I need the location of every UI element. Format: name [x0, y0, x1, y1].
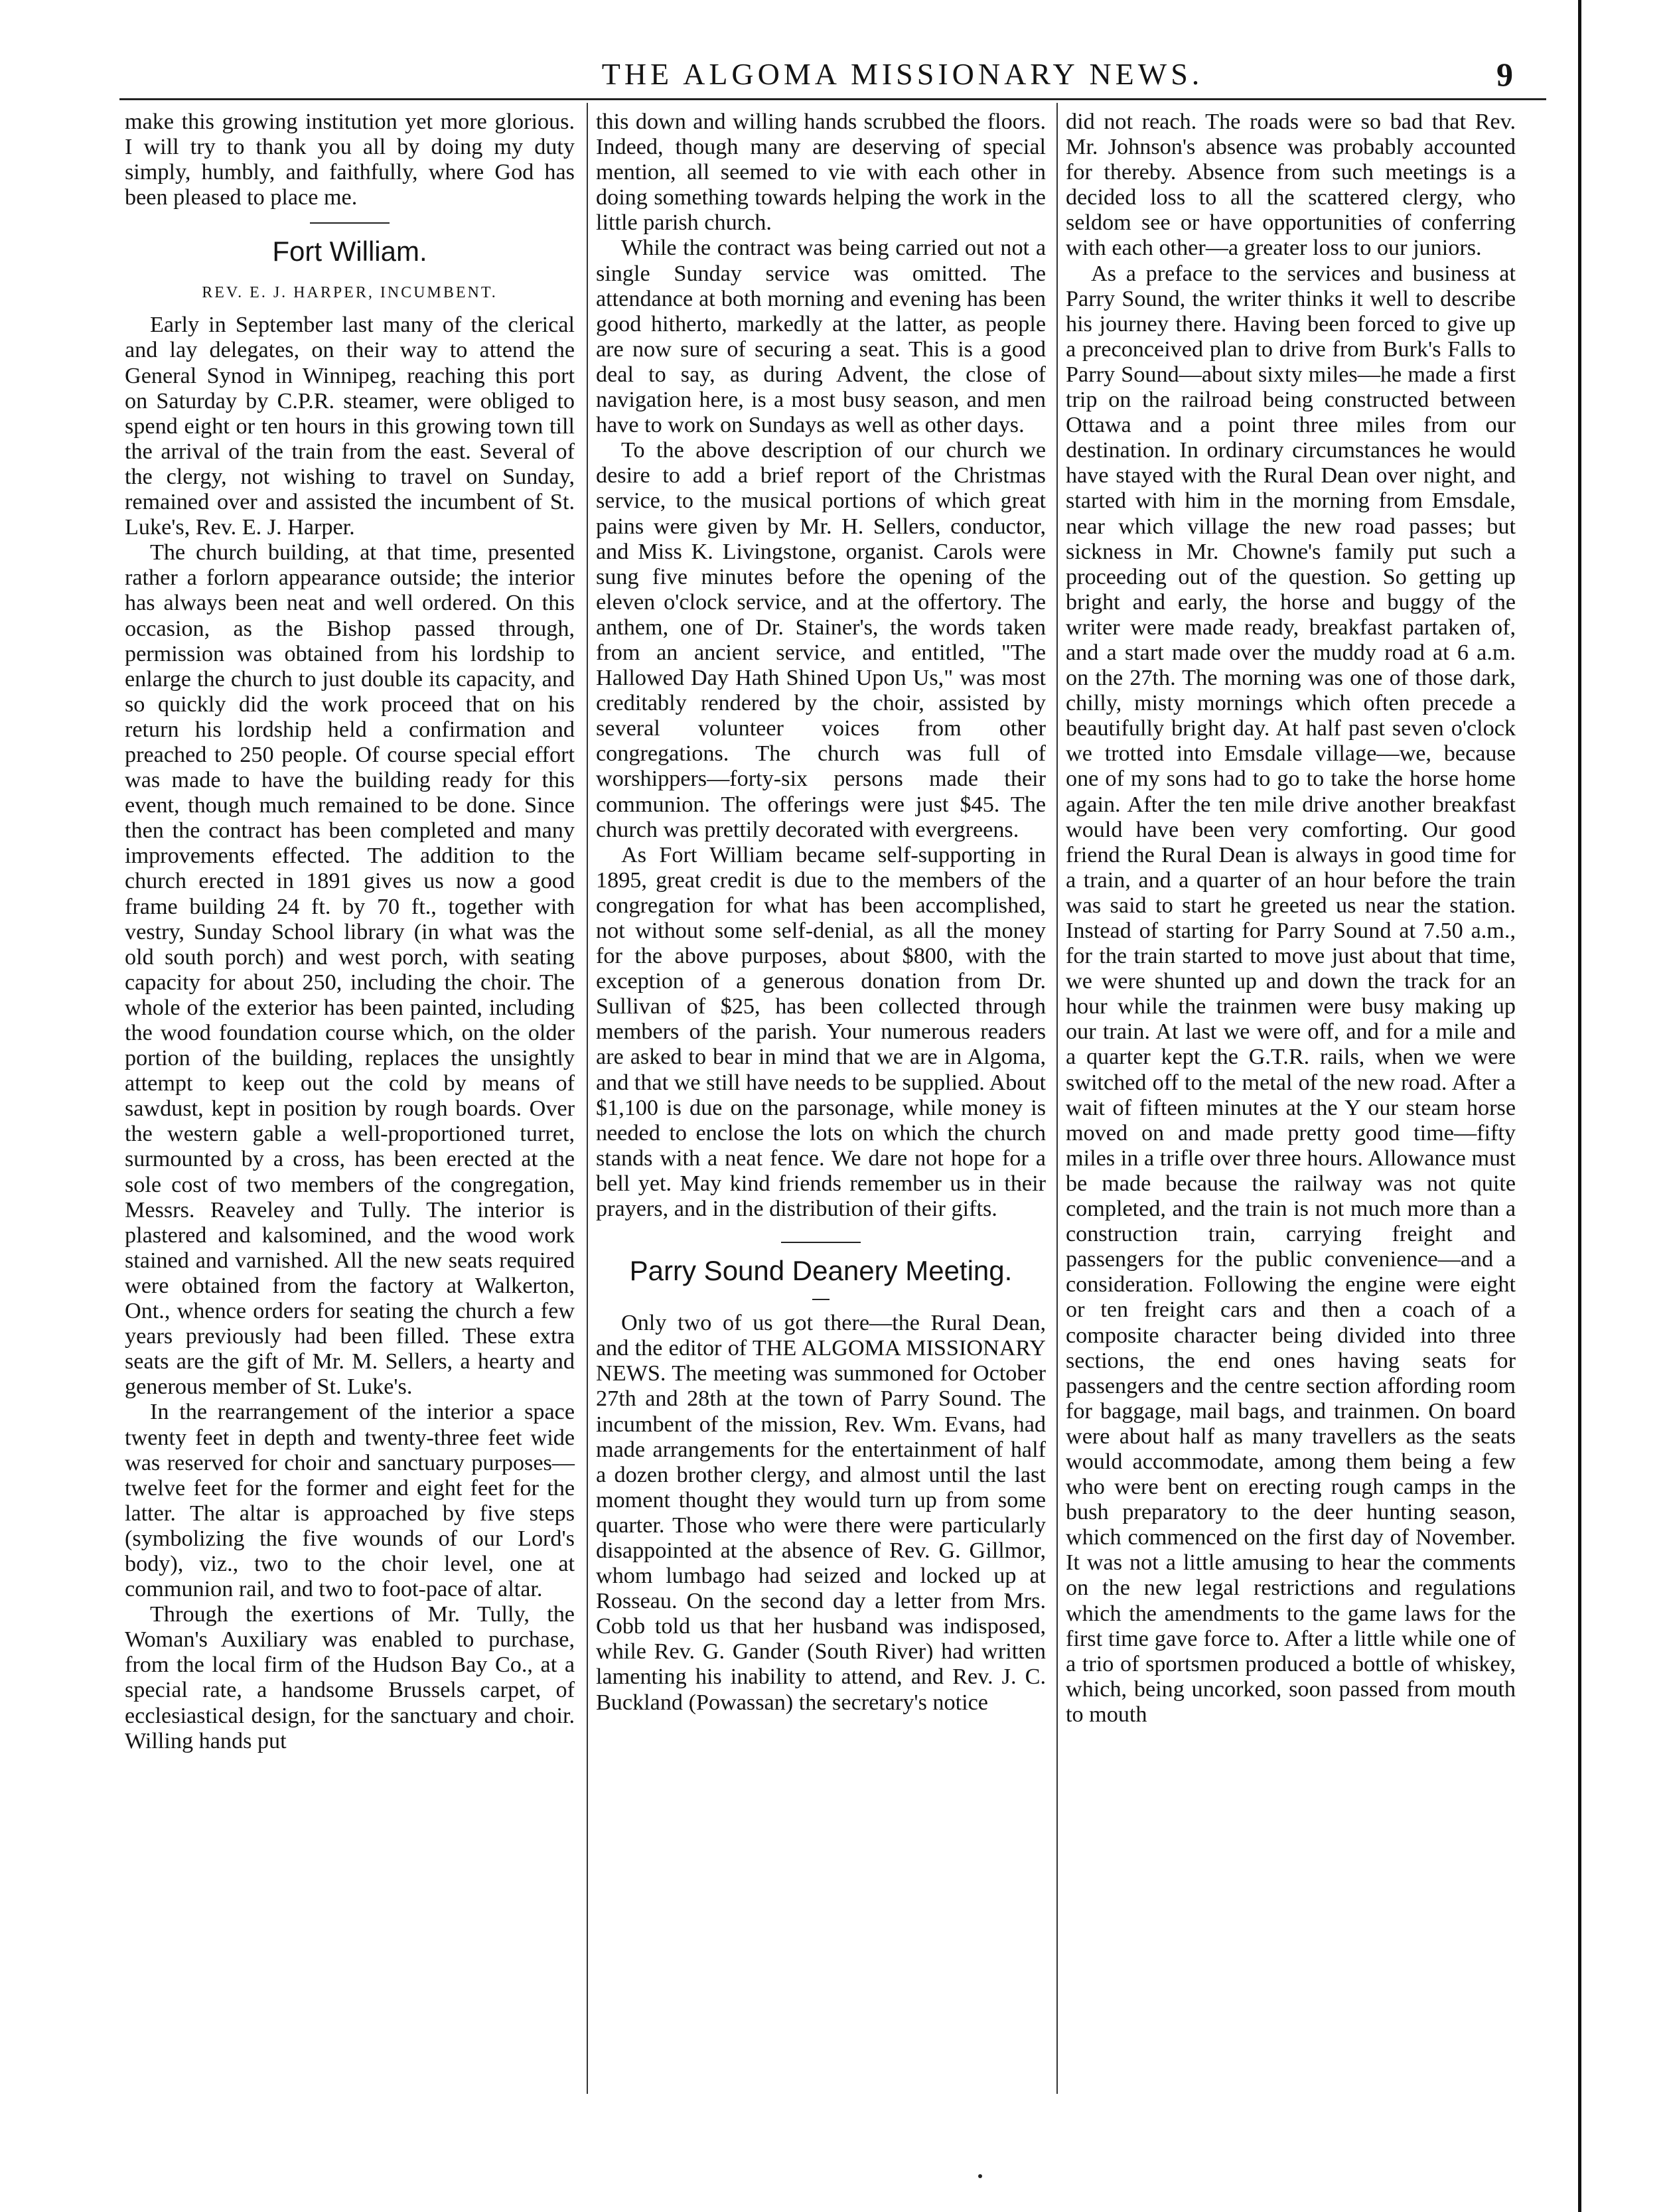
column-2: [596, 110, 1046, 1716]
paragraph: As Fort William became self-supporting in 1895, great credit is due to the members of the congregation for what has been accomplished, not without some self-denial, as all the money for the above purposes, about $800, with the exception of a generous donation from Dr. Sullivan of $25, has been collected through members of the parish. Your numerous readers are asked to bear in mind that we are in Algoma, and that we still have needs to be supplied. About $1,100 is due on the parsonage, while money is needed to enclose the lots on which the church stands with a neat fence. We dare not hope for a bell yet. May kind friends remember us in their prayers, and in the distribution of their gifts.: [596, 842, 1046, 1222]
paragraph: To the above description of our church we desire to add a brief report of the Christmas service, to the musical portions of which great pains were given by Mr. H. Sellers, conductor, and Miss K. Livingstone, organist. Carols were sung five minutes before the opening of the eleven o'clock service, and at the offertory. The anthem, one of Dr. Stainer's, the words taken from an ancient service, and entitled, "The Hallowed Day Hath Shined Upon Us," was most creditably rendered by the choir, assisted by several volunteer voices from other congregations. The church was full of worshippers—forty-six persons made their communion. The offerings were just $45. The church was prettily decorated with evergreens.: [596, 438, 1046, 842]
paragraph: did not reach. The roads were so bad that Rev. Mr. Johnson's absence was probably accounted for thereby. Absence from such meetings is a decided loss to all the scattered clergy, who seldom see or have opportunities of conferring with each other—a greater loss to our juniors.: [1066, 110, 1516, 261]
paragraph: Through the exertions of Mr. Tully, the Woman's Auxiliary was enabled to purchase, from the local firm of the Hudson Bay Co., at a special rate, a handsome Brussels carpet, of ecclesiastical design, for the sanctuary and choir. Willing hands put: [125, 1602, 575, 1753]
section-title: Parry Sound Deanery Meeting.: [629, 1255, 1013, 1287]
running-title: THE ALGOMA MISSIONARY NEWS.: [601, 57, 1204, 91]
paragraph: In the rearrangement of the interior a space twenty feet in depth and twenty-three feet wide was reserved for choir and sanctuary purposes—twelve feet for the former and eight feet for the latter. The altar is approached by five steps (symbolizing the five wounds of our Lord's body), viz., two to the choir level, one at communion rail, and two to foot-pace of altar.: [125, 1400, 575, 1602]
column-rule: [587, 103, 588, 2094]
paragraph: Only two of us got there—the Rural Dean, and the editor of THE ALGOMA MISSIONARY NEWS. The meeting was summoned for October 27th and 28th at the town of Parry Sound. The incumbent of the mission, Rev. Wm. Evans, had made arrangements for the entertainment of half a dozen brother clergy, and almost until the last moment thought they would turn up from some quarter. Those who were there were particularly disappointed at the absence of Rev. G. Gillmor, whom lumbago had seized and locked up at Rosseau. On the second day a letter from Mrs. Cobb told us that her husband was indisposed, while Rev. G. Gander (South River) had written lamenting his inability to attend, and Rev. J. C. Buckland (Powassan) the secretary's notice: [596, 1311, 1046, 1715]
page-number: 9: [1496, 56, 1513, 93]
paragraph: The church building, at that time, presented rather a forlorn appearance outside; the interior has always been neat and well ordered. On this occasion, as the Bishop passed through, permission was obtained from his lordship to enlarge the church to just double its capacity, and so quickly did the work proceed that on his return his lordship held a confirmation and preached to 250 people. Of course special effort was made to have the building ready for this event, though much remained to be done. Since then the contract has been completed and many improvements effected. The addition to the church erected in 1891 gives us now a good frame building 24 ft. by 70 ft., together with vestry, Sunday School library (in what was the old south porch) and west porch, with seating capacity for about 250, including the choir. The whole of the exterior has been painted, including the wood foundation course which, on the older portion of the building, replaces the unsightly attempt to keep out the cold by means of sawdust, kept in position by rough boards. Over the western gable a well-proportioned turret, surmounted by a cross, has been erected at the sole cost of two members of the congregation, Messrs. Reaveley and Tully. The interior is plastered and kalsomined, and the wood work stained and varnished. All the new seats required were obtained from the factory at Walkerton, Ont., whence orders for seating the church a few years previously had been filled. These extra seats are the gift of Mr. M. Sellers, a hearty and generous member of St. Luke's.: [125, 540, 575, 1400]
section-divider: [781, 1242, 861, 1243]
column-1: [125, 110, 575, 1754]
section-title: Fort William.: [272, 236, 427, 267]
running-head: [119, 54, 1553, 94]
paragraph: make this growing institution yet more glorious. I will try to thank you all by doing my duty simply, humbly, and faithfully, where God has been pleased to place me.: [125, 110, 575, 210]
header-rule: [119, 98, 1546, 100]
paragraph: Early in September last many of the clerical and lay delegates, on their way to attend the General Synod in Winnipeg, reaching this port on Saturday by C.P.R. steamer, were obliged to spend eight or ten hours in this growing town till the arrival of the train from the east. Several of the clergy, not wishing to travel on Sunday, remained over and assisted the incumbent of St. Luke's, Rev. E. J. Harper.: [125, 313, 575, 540]
column-3: [1066, 110, 1516, 1728]
section-divider: [310, 222, 390, 224]
title-underline: [812, 1299, 830, 1300]
paragraph: While the contract was being carried out not a single Sunday service was omitted. The attendance at both morning and evening has been good hitherto, markedly at the latter, as people are now sure of securing a seat. This is a good deal to say, as during Advent, the close of navigation here, is a most busy season, and men have to work on Sundays as well as other days.: [596, 236, 1046, 438]
paragraph: this down and willing hands scrubbed the floors. Indeed, though many are deserving of special mention, all seemed to vie with each other in doing something towards helping the work in the little parish church.: [596, 110, 1046, 236]
byline: REV. E. J. HARPER, INCUMBENT.: [202, 284, 498, 302]
column-rule: [1056, 103, 1058, 2094]
paragraph: As a preface to the services and business at Parry Sound, the writer thinks it well to describe his journey there. Having been forced to give up a preconceived plan to drive from Burk's Falls to Parry Sound—about sixty miles—he made a first trip on the railroad being constructed between Ottawa and a point three miles from our destination. In ordinary circumstances he would have stayed with the Rural Dean over night, and started with him in the morning from Emsdale, near which village the new road passes; but sickness in Mr. Chowne's family put such a proceeding out of the question. So getting up bright and early, the horse and buggy of the writer were made ready, breakfast partaken of, and a start made over the muddy road at 6 a.m. on the 27th. The morning was one of those dark, chilly, misty mornings which often precede a beautifully bright day. At half past seven o'clock we trotted into Emsdale village—we, because one of my sons had to go to take the horse home again. After the ten mile drive another breakfast would have been very comforting. Our good friend the Rural Dean is always in good time for a train, and a quarter of an hour before the train was said to start he greeted us near the station. Instead of starting for Parry Sound at 7.50 a.m., for the train started to move just about that time, we were shunted up and down the track for an hour while the trainmen were busy making up our train. At last we were off, and for a mile and a quarter kept the G.T.R. rails, when we were switched off to the metal of the new road. After a wait of fifteen minutes at the Y our steam horse moved on and made pretty good time—fifty miles in a trifle over three hours. Allowance must be made because the railway was not quite completed, and the train is not much more than a construction train, carrying freight and passengers for the public convenience—and a consideration. Following the engine were eight or ten freight cars and then a coach of a composite character being divided into three sections, the end ones having seats for passengers and the centre section affording room for baggage, mail bags, and trainmen. On board were about half as many travellers as the seats would accommodate, among them being a few who were bent on erecting rough camps in the bush preparatory to the deer hunting season, which commenced on the first day of November. It was not a little amusing to hear the comments on the new legal restrictions and regulations which the amendments to the game laws for the first time gave force to. After a little while one of a trio of sportsmen produced a bottle of whiskey, which, being uncorked, soon passed from mouth to mouth: [1066, 261, 1516, 1727]
page-edge-bar: [1578, 0, 1581, 2212]
footer-mark: [978, 2174, 982, 2178]
